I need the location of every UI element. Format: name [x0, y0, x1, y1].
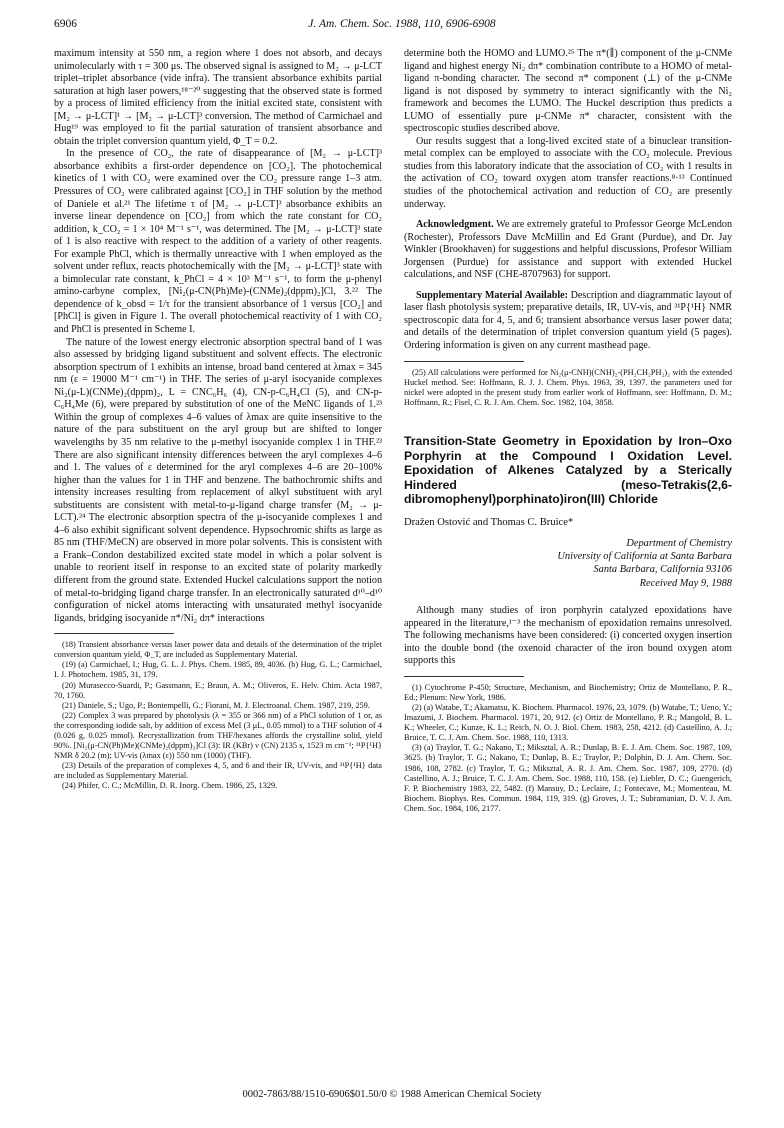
footnote: (20) Murasecco-Suardi, P.; Gassmann, E.; Braun, A. M.; Oliveros, E. Helv. Chim. Acta 1987, 70, 1760. [54, 680, 382, 700]
journal-reference: J. Am. Chem. Soc. 1988, 110, 6906-6908 [308, 18, 496, 30]
affiliation-line: Department of Chemistry [626, 538, 732, 550]
footnote: (19) (a) Carmichael, I.; Hug, G. L. J. Phys. Chem. 1985, 89, 4036. (b) Hug, G. L.; Carmichael, I. J. Photochem. 1985, 31, 179. [54, 660, 382, 680]
acknowledgment [404, 219, 732, 282]
article-body: Although many studies of iron porphyrin catalyzed epoxidations have appeared in the literature,¹⁻³ the mechanism of epoxidation remains unresolved. The following mechanisms have been considered: (i) concerted oxygen insertion into the double bond (the oxenoid character of the iron bound oxygen atom supports this [404, 605, 732, 667]
running-header [54, 18, 750, 36]
acknowledgment-text: We are extremely grateful to Professor George McLendon (Rochester), Professors Dave McMillin and Ed Grant (Purdue), and Dr. Jay Winkler (Brookhaven) for suggestions and helpful discussions, Profesor William Jorgensen (Purdue) for assistance and support with extended Huckel calculations, and NSF (CHE-8707963) for support. [404, 219, 732, 281]
footnote: (1) Cytochrome P-450; Structure, Mechanism, and Biochemistry; Ortiz de Montellano, P. R., Ed.; Plenum: New York, 1986. [404, 682, 732, 702]
body-paragraph: Our results suggest that a long-lived excited state of a binuclear transition-metal complex can be employed to associate with the CO₂ molecule. Previous studies from this laboratory indicate that the association of CO₂ with 1 results in the activation of CO₂ toward oxygen atom transfer reactions.⁸·¹³ Continued studies of the photochemical activation and reduction of CO₂ are presently underway. [404, 135, 732, 210]
affiliation-line: Santa Barbara, California 93106 [593, 564, 732, 576]
footnote: (18) Transient absorbance versus laser power data and details of the determination of the triplet conversion quantum yield, Φ_T, are included as Supplementary Material. [54, 640, 382, 660]
page-number: 6906 [54, 18, 77, 30]
article-title: Transition-State Geometry in Epoxidation by Iron–Oxo Porphyrin at the Compound I Oxidation Level. Epoxidation of Alkenes Catalyzed by a Sterically Hindered (meso-Tetrakis(2,6-dibromophenyl)porphinato)iron(III) Chloride [404, 433, 732, 507]
footnote: (24) Phifer, C. C.; McMillin, D. R. Inorg. Chem. 1986, 25, 1329. [62, 781, 278, 791]
footnote: (2) (a) Watabe, T.; Akamatsu, K. Biochem. Pharmacol. 1976, 23, 1079. (b) Watabe, T.; Ueno, Y.; Imazumi, J. Biochem. Pharmacol. 1971, 20, 912. (c) Ortiz de Montellano, P. R.; Mangold, B. L. K.; Wheeler, C.; Kunze, K. L.; Reich, N. O. J. Biol. Chem. 1983, 258, 4212. (d) Castellino, A. J.; Bruice, T. C. J. Am. Chem. Soc. 1988, 110, 1313. [404, 702, 732, 743]
body-paragraph: maximum intensity at 550 nm, a region where 1 does not absorb, and decays unimolecularly with τ = 300 μs. The observed signal is assigned to M₂ → μ-LCT triplet–triplet absorbance (vide infra). The transient absorbance exhibits partial saturation at high laser powers,¹⁸⁻²⁰ suggesting that the observed state is formed by a process of limited efficiency from the initial excited state, consistent with [M₂ → μ-LCT]¹ → [M₂ → μ-LCT]³ conversion. The method of Carmichael and Hug¹⁹ was employed to fit the partial saturation of transient absorbance and obtain the triplet conversion quantum yield, Φ_T = 0.2. [54, 48, 382, 147]
footnotes-left [54, 640, 382, 791]
footnote: (23) Details of the preparation of complexes 4, 5, and 6 and their IR, UV-vis, and ³¹P{¹H} data are included as Supplementary Material. [54, 761, 382, 781]
footnote-divider [404, 676, 524, 677]
supplementary-heading: Supplementary Material Available: [416, 289, 568, 301]
body-paragraph: The nature of the lowest energy electronic absorption spectral band of 1 was also assessed by bridging ligand substituent and solvent effects. The electronic absorption spectrum of 1 exhibits an intense, broad band centered at λmax = 345 nm (ε = 19000 M⁻¹ cm⁻¹) in THF. The series of μ-aryl isocyanide complexes Ni₂(μ-L)(CNMe)₂(dppm)₂, L = CNC₆H₆ (4), CN-p-C₆H₄Cl (5), and CN-p-C₆H₄Me (6), were prepared by substitution of one of the MeNC ligands of 1.²³ Within the group of complexes 4–6 values of λmax are quite insensitive to the nature of the para substituent on the aryl group but are shifted to longer wavelengths by 35 nm relative to the μ-methyl isocyanide complex 1 in THF.²³ There are also significant intensity differences between the aryl complexes 4–6 and 1. The values of ε determined for the aryl complexes 4–6 are 20–100% higher than the values for 1 in THF and benzene. The bathochromic shifts and intensity increases resulting from replacement of alkyl substituent with aryl substituents are consistent with metal-to-μ-ligand charge transfer (M₂ → μ-LCT).²⁴ The electronic absorption spectra of the μ-isocyanide complexes 1 and 4–6 also exhibit significant solvent dependence. Hypsochromic shifts as large as 85 nm (THF/MeCN) are observed in more polar solvents. This is consistent with a Frank–Condon destabilized excited state model in which a polar solvent is unable to reorient itself in response to an excited state of polarity markedly different from the ground state. Extended Huckel calculations support the notion of metal-to-bridging ligand charge transfer. In an electronically saturated d¹⁰–d¹⁰ configuration of nickel atoms interacting with unsaturated methyl isocyanide ligands, bridging isocyanide π*/Ni₂ dπ* interactions [54, 336, 382, 624]
left-column [54, 48, 382, 792]
received-date: Received May 9, 1988 [639, 578, 732, 590]
footnote-divider [404, 361, 524, 362]
body-paragraph: determine both the HOMO and LUMO.²⁵ The π*(∥) component of the μ-CNMe ligand and highest energy Ni₂ dπ* combination contribute to a HOMO of metal-ligand π-bonding character. The second π* component (⊥) of the μ-CNMe ligand is not disposed by symmetry to interact significantly with the Ni₂ framework and becomes the LUMO. The Huckel description thus predicts a LUMO of essentially pure μ-CNMe π* character, consistent with the spectroscopic studies described above. [404, 48, 732, 135]
footnote: (21) Daniele, S.; Ugo, P.; Bontempelli, G.; Fiorani, M. J. Electroanal. Chem. 1987, 219, 259. [62, 700, 370, 710]
copyright-footer: 0002-7863/88/1510-6906$01.50/0 © 1988 American Chemical Society [242, 1089, 542, 1100]
footnote: (25) All calculations were performed for Ni₂(μ-CNH)(CNH)₂-(PH₂CH₂PH₂)₂ with the extended Huckel method. See: Hoffmann, R. J. J. Chem. Phys. 1963, 39, 1397. the parameters used for nickel were adopted in the present study from earlier work of Hoffmann, see: Hoffmann, D. M.; Hoffmann, R.; Fisel, C. R. J. Am. Chem. Soc. 1982, 104, 3858. [404, 367, 732, 407]
right-column [404, 48, 732, 814]
affiliation-line: University of California at Santa Barbara [557, 551, 732, 563]
body-paragraph: In the presence of CO₂, the rate of disappearance of [M₂ → μ-LCT]³ absorbance exhibits a first-order dependence on [CO₂]. The photochemical kinetics of 1 with CO₂ were examined over the CO₂ pressure range 1–3 atm. Pressures of CO₂ were calibrated against [CO₂] in THF solution by the method of Daniele et al.²¹ The lifetime τ of [M₂ → μ-LCT]³ absorbance exhibits an inverse linear dependence on [CO₂] from which the rate constant for CO₂ addition, k_CO₂ = 1 × 10⁴ M⁻¹ s⁻¹, was determined. The [M₂ → μ-LCT]³ state of 1 is also reactive with respect to the addition of a variety of other reagents. For example PhCl, which is thermally unreactive with 1 when employed as the solvent under reflux, reacts photochemically with the [M₂ → μ-LCT]³ state with a bimolecular rate constant, k_PhCl = 4 × 10³ M⁻¹ s⁻¹, to form the μ-phenyl amino-carbyne complex, [Ni₂(μ-CN(Ph)Me)-(CNMe)₂(dppm)₂]Cl, 3.²² The dependence of k_obsd = 1/τ for the transient absorbance of 1 versus [CO₂] and [PhCl] is given in Figure 1. The overall photochemical reactivity of 1 with CO₂ and PhCl is presented in Scheme I. [54, 148, 382, 336]
supplementary-text: Description and diagrammatic layout of laser flash photolysis system; preparative details, IR, UV-vis, and ³¹P{¹H} NMR spectroscopic data for 4, 5, and 6; transient absorbance versus laser power data; and details of the determination of triplet conversion quantum yield (5 pages). Ordering information is given on any current masthead page. [404, 289, 732, 352]
footnote: (22) Complex 3 was prepared by photolysis (λ = 355 or 366 nm) of a PhCl solution of 1 or, as the corresponding iodide salt, by addition of excess MeI (3 μL, 0.05 mmol) to a THF solution of 4 (0.026 g, 0.025 mmol). Recrystallization from THF/hexanes affords the crystalline solid, yield 90%. [Ni₂(μ-CN(Ph)Me)(CNMe)₂(dppm)₂]Cl (3): IR (KBr) ν (CN) 2135 s, 1523 m cm⁻¹; ³¹P{¹H} NMR δ 20.2 (m); UV-vis (λmax (ε)) 550 nm (1000) (THF). [54, 710, 382, 761]
article-authors: Dražen Ostović and Thomas C. Bruice* [404, 516, 574, 528]
footnotes-right [404, 683, 732, 814]
footnote: (3) (a) Traylor, T. G.; Nakano, T.; Miksztal, A. R.; Dunlap, B. E. J. Am. Chem. Soc. 1987, 109, 3625. (b) Traylor, T. G.; Nakano, T.; Dunlap, B. E.; Traylor, P.; Dolphin, D. J. Am. Chem. Soc. 1986, 108, 2782. (c) Traylor, T. G.; Miksztal, A. R. J. Am. Chem. Soc. 1987, 109, 2770. (d) Castellino, A. J.; Bruice, T. C. J. Am. Chem. Soc. 1988, 110, 158. (e) Liebler, D. C.; Guengerich, F. P. Biochemistry 1983, 22, 5482. (f) Mansuy, D.; Leclaire, J.; Fontecave, M.; Momenteau, M. Biochem. Biophys. Res. Commun. 1984, 119, 319. (g) Groves, J. T.; Subramanian, D. V. J. Am. Chem. Soc. 1984, 106, 2177. [404, 743, 732, 813]
affiliation [404, 537, 732, 576]
supplementary-material [404, 290, 732, 353]
acknowledgment-heading: Acknowledgment. [416, 219, 494, 231]
footnote-divider [54, 633, 174, 634]
